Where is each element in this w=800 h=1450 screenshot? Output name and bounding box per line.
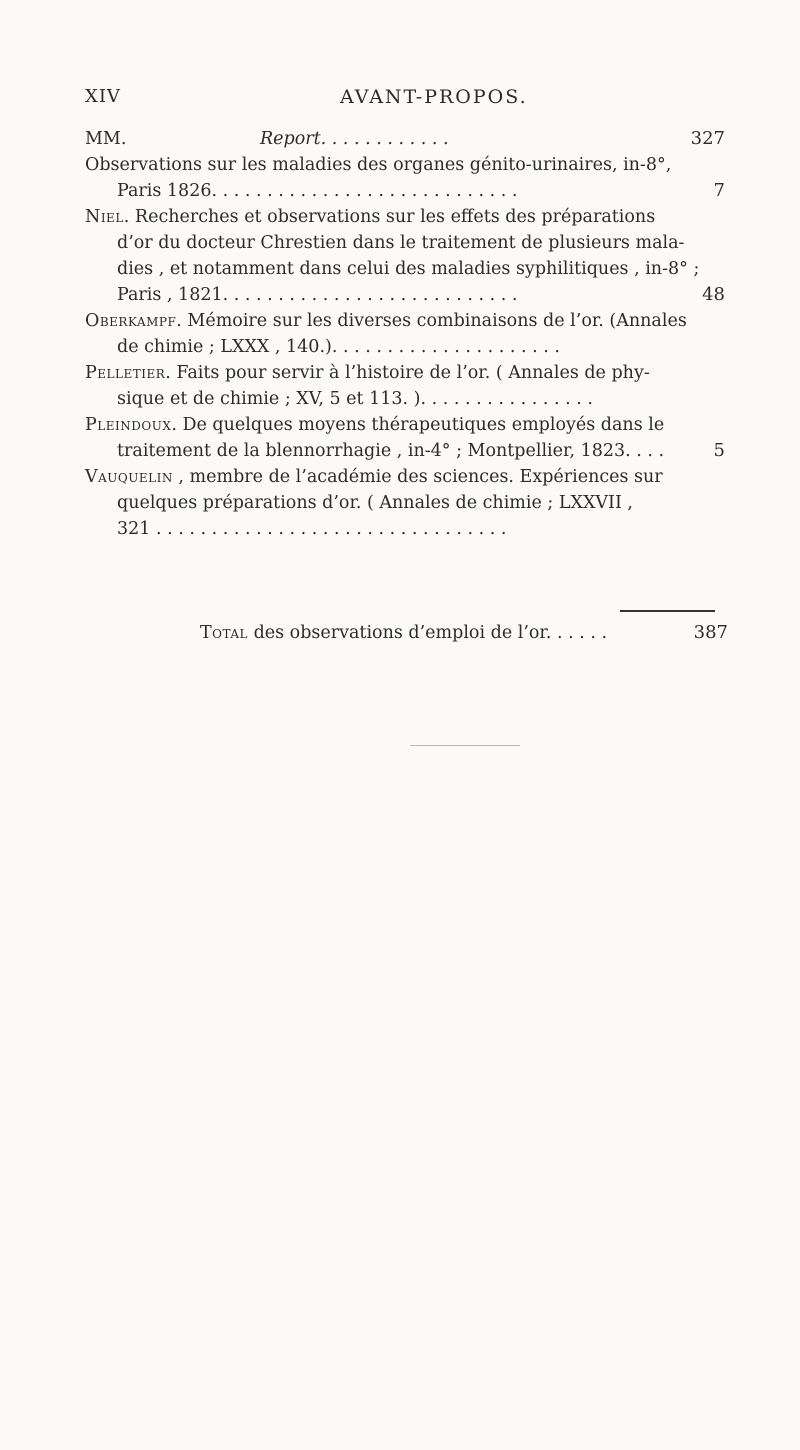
total-number: 387 bbox=[693, 622, 728, 643]
entry-line: Niel. Recherches et observations sur les effets des préparations bbox=[85, 207, 656, 227]
entry-line bbox=[85, 282, 725, 308]
author-name: Pelletier bbox=[85, 363, 166, 383]
entry-line: dies , et notamment dans celui des maladies syphilitiques , in-8° ; bbox=[117, 259, 700, 279]
entry-number: 7 bbox=[713, 180, 725, 201]
entry-line: Pleindoux. De quelques moyens thérapeutiques employés dans le bbox=[85, 415, 665, 435]
entry-line-text: traitement de la blennorrhagie , in-4° ; Montpellier, 1823. . . . bbox=[117, 441, 665, 461]
entry-line: Vauquelin , membre de l’académie des sciences. Expériences sur bbox=[85, 467, 663, 487]
report-line bbox=[85, 126, 725, 152]
total-label: Total des observations d’emploi de l’or. . . . . . bbox=[200, 623, 608, 643]
faint-rule bbox=[410, 745, 520, 746]
report-number: 327 bbox=[690, 128, 725, 149]
entry-line bbox=[85, 438, 725, 464]
entry-line: 321 . . . . . . . . . . . . . . . . . . . . . . . . . . . . . . . . bbox=[117, 519, 507, 539]
total-rule bbox=[620, 610, 715, 612]
total-line bbox=[200, 620, 728, 646]
bibliography-list bbox=[85, 126, 725, 542]
total-word: Total bbox=[200, 623, 248, 643]
entry-line: Observations sur les maladies des organes génito-urinaires, in-8°, bbox=[85, 155, 672, 175]
report-label: Report. . . . . . . . . . . . bbox=[260, 129, 449, 149]
page-header bbox=[0, 86, 800, 116]
entry-number: 48 bbox=[702, 284, 725, 305]
entry-line: Pelletier. Faits pour servir à l’histoire de l’or. ( Annales de phy- bbox=[85, 363, 650, 383]
author-name: Vauquelin bbox=[85, 467, 173, 487]
entry-line: quelques préparations d’or. ( Annales de chimie ; LXXVII , bbox=[117, 493, 633, 513]
author-name: Pleindoux bbox=[85, 415, 172, 435]
entry-line: d’or du docteur Chrestien dans le traitement de plusieurs mala- bbox=[117, 233, 685, 253]
entry-line-text: Paris 1826. . . . . . . . . . . . . . . . . . . . . . . . . . . . bbox=[117, 181, 518, 201]
entry-line-text: Paris , 1821. . . . . . . . . . . . . . . . . . . . . . . . . . . bbox=[117, 285, 518, 305]
entry-number: 5 bbox=[713, 440, 725, 461]
author-name: Niel bbox=[85, 207, 124, 227]
entry-line: sique et de chimie ; XV, 5 et 113. ). . . . . . . . . . . . . . . . bbox=[117, 389, 593, 409]
report-prefix: MM. bbox=[85, 129, 127, 149]
entry-line: Oberkampf. Mémoire sur les diverses combinaisons de l’or. (Annales bbox=[85, 311, 687, 331]
entry-line bbox=[85, 178, 725, 204]
page-number: XIV bbox=[85, 86, 121, 107]
entry-line: de chimie ; LXXX , 140.). . . . . . . . . . . . . . . . . . . . . bbox=[117, 337, 560, 357]
author-name: Oberkampf bbox=[85, 311, 177, 331]
running-head: AVANT-PROPOS. bbox=[340, 86, 528, 108]
